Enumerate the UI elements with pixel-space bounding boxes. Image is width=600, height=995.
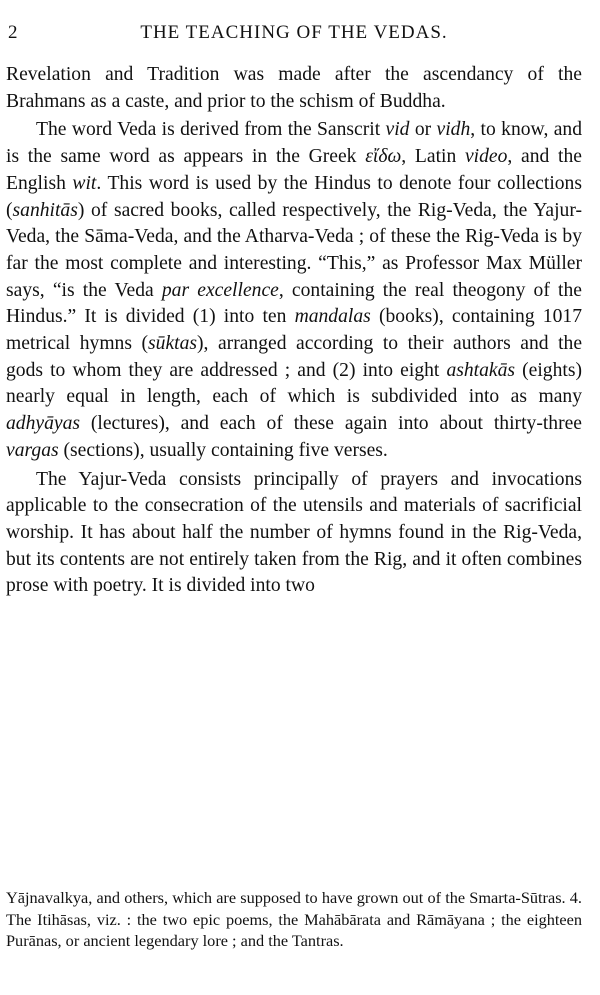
italic-term: mandalas	[294, 306, 371, 328]
italic-term: par excellence	[161, 279, 279, 301]
footnote: Yājnavalkya, and others, which are supposed to have grown out of the Smarta-Sūtras. 4. The Itihāsas, viz. : the two epic poems, the Mahābārata and Rāmāyana ; the eighteen Purānas, or ancient legendary lore ; and the Tantras.	[6, 888, 582, 950]
italic-term: ashtakās	[446, 359, 516, 381]
italic-term: sanhitās	[12, 199, 78, 221]
text-segment: , Latin	[401, 146, 465, 168]
text-segment: , and the English	[6, 146, 582, 194]
body-text	[6, 62, 582, 600]
italic-term: vargas	[6, 439, 59, 461]
text-segment: Revelation and Tradition was made after the ascendancy of the Brahmans as a caste, and prior to the schism of Buddha.	[6, 64, 582, 112]
text-segment: or	[409, 119, 437, 141]
text-segment: (sections), usually containing five verses.	[58, 439, 388, 461]
italic-term: sūktas	[148, 333, 198, 355]
text-segment: , containing the real theogony of the Hindus.” It is divided (1) into ten	[6, 279, 582, 328]
italic-term: video	[464, 146, 508, 168]
paragraph-continuation	[6, 62, 582, 115]
italic-term: vidh	[436, 119, 471, 141]
text-segment: . This word is used by the Hindus to denote four collections (	[6, 172, 582, 221]
page-number: 2	[8, 22, 19, 43]
text-segment: ) of sacred books, called respectively, the Rig-Veda, the Yajur-Veda, the Sāma-Veda, and the Atharva-Veda ; of these the Rig-Veda is by far the most complete and interesting. “This,” as Professor Max Müller says, “is the Veda	[6, 199, 582, 301]
paragraph-veda-etymology	[6, 117, 582, 464]
text-segment: (eights) nearly equal in length, each of which is subdivided into as many	[6, 359, 582, 408]
italic-term: adhyāyas	[6, 413, 81, 435]
italic-term: wit	[72, 172, 97, 194]
italic-term: vid	[385, 119, 410, 141]
text-segment: (lectures), and each of these again into about thirty-three	[80, 413, 582, 435]
italic-term: εἴδω	[365, 146, 402, 168]
text-segment: (books), containing 1017 metrical hymns (	[6, 306, 582, 355]
text-segment: ), arranged according to their authors and the gods to whom they are addressed ; and (2) into eight	[6, 333, 583, 381]
text-segment: , to know, and is the same word as appears in the Greek	[6, 119, 583, 168]
running-header	[6, 22, 582, 44]
text-segment: The word Veda is derived from the Sanscrit	[36, 119, 386, 141]
text-segment: The Yajur-Veda consists principally of prayers and invocations applicable to the consecration of the utensils and materials of sacrificial worship. It has about half the number of hymns found in the Rig-Veda, but its contents are not entirely taken from the Rig, and it often combines prose with poetry. It is divided into two	[6, 468, 582, 597]
paragraph-yajur-veda	[6, 467, 582, 601]
running-title: THE TEACHING OF THE VEDAS.	[140, 22, 448, 43]
